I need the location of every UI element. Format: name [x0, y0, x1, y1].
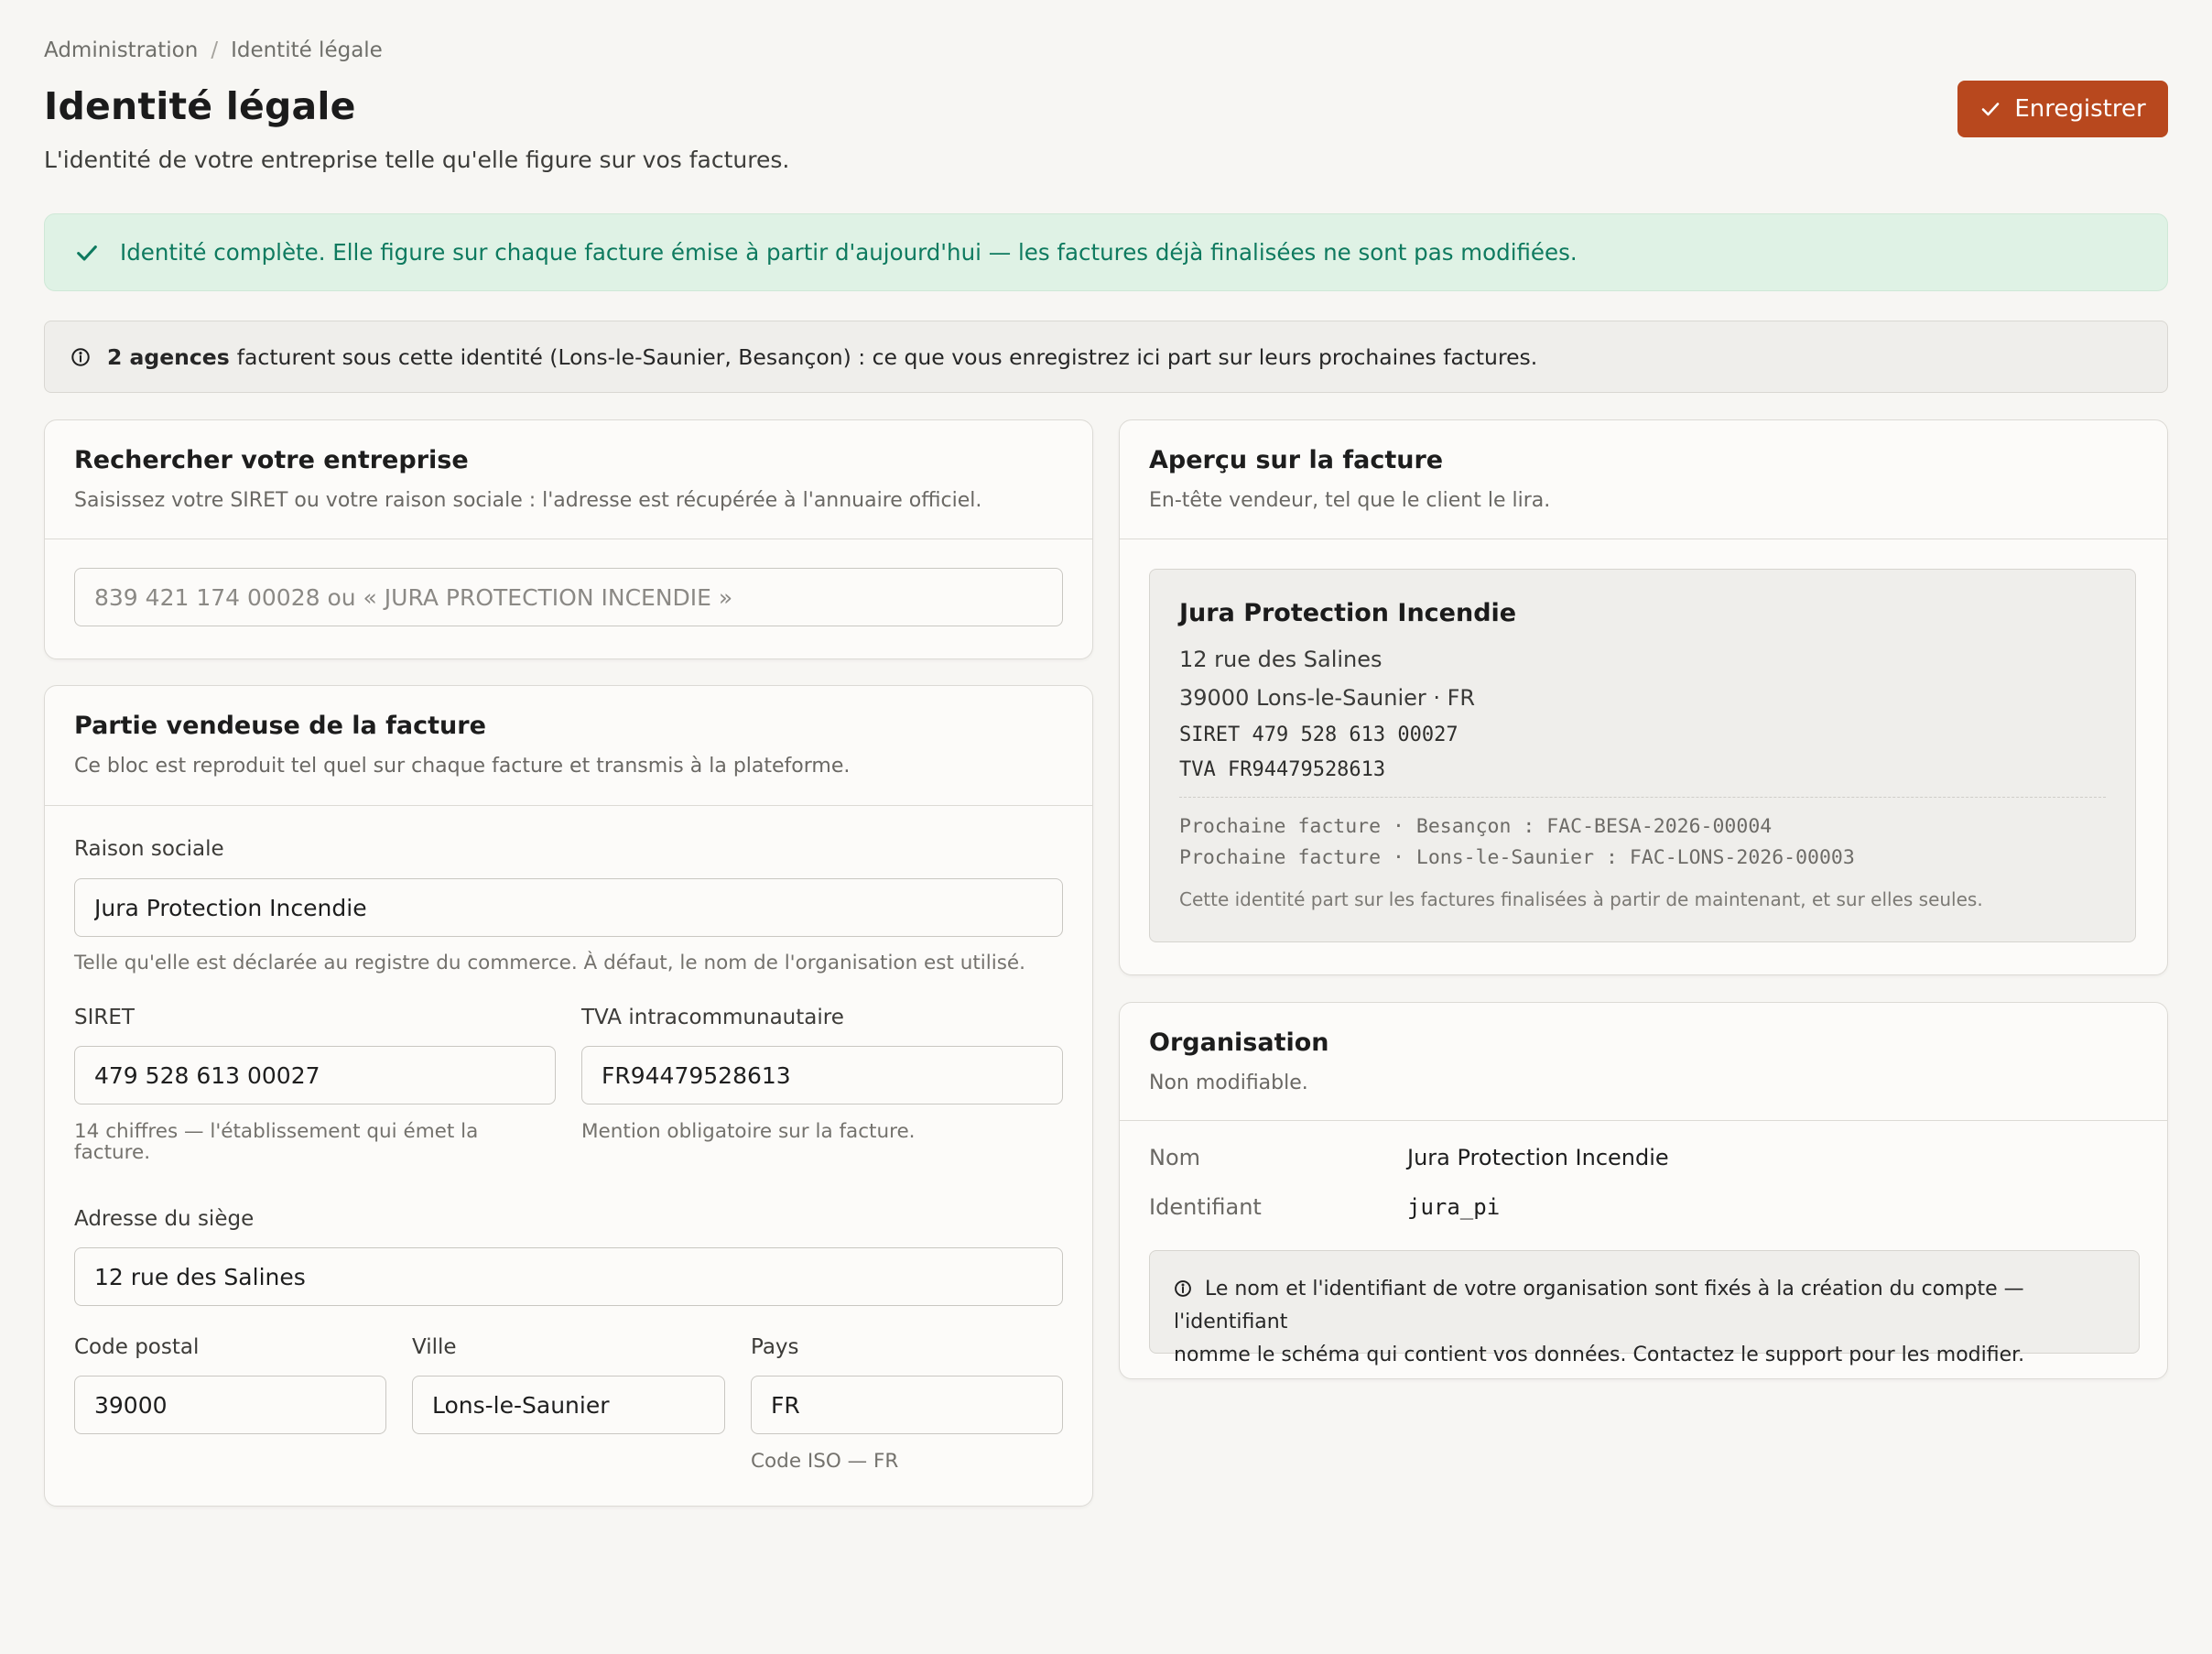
organisation-card-description: Non modifiable. — [1149, 1072, 1308, 1094]
breadcrumb-separator: / — [211, 38, 219, 62]
siret-hint-line-1: 14 chiffres — l'établissement qui émet la — [74, 1120, 479, 1143]
raison-sociale-input[interactable] — [74, 878, 1063, 937]
org-id-value: jura_pi — [1407, 1194, 1501, 1220]
info-circle-icon — [70, 347, 91, 367]
pays-input[interactable] — [751, 1376, 1063, 1434]
preview-card-description: En-tête vendeur, tel que le client le lira. — [1149, 489, 1551, 512]
search-company-card — [44, 419, 1093, 659]
preview-company-name: Jura Protection Incendie — [1179, 599, 1517, 627]
organisation-card — [1119, 1002, 2168, 1379]
code-postal-input[interactable] — [74, 1376, 386, 1434]
save-button-label: Enregistrer — [2014, 95, 2146, 123]
page-subtitle: L'identité de votre entreprise telle qu'elle figure sur vos factures. — [44, 147, 790, 173]
agencies-info-alert — [44, 321, 2168, 393]
organisation-info-line-2: nomme le schéma qui contient vos données. Contactez le support pour les modifier. — [1174, 1344, 2025, 1366]
agencies-info-text: facturent sous cette identité (Lons-le-Saunier, Besançon) : ce que vous enregistrez ici part sur leurs prochaines factures. — [236, 343, 1538, 370]
preview-next-invoice-lons: Prochaine facture · Lons-le-Saunier : FAC-LONS-2026-00003 — [1179, 846, 1855, 869]
search-card-title: Rechercher votre entreprise — [74, 446, 469, 474]
seller-party-card — [44, 685, 1093, 1507]
siret-input[interactable] — [74, 1046, 556, 1104]
preview-address-line-1: 12 rue des Salines — [1179, 647, 1382, 672]
success-alert — [44, 213, 2168, 291]
check-icon — [74, 240, 100, 266]
preview-address-line-2: 39000 Lons-le-Saunier · FR — [1179, 685, 1476, 711]
search-card-header — [45, 420, 1092, 539]
page-title: Identité légale — [44, 84, 356, 128]
tva-hint: Mention obligatoire sur la facture. — [581, 1120, 916, 1143]
siret-label: SIRET — [74, 1006, 135, 1029]
organisation-card-title: Organisation — [1149, 1028, 1329, 1057]
breadcrumb-administration-link[interactable]: Administration — [44, 38, 199, 62]
invoice-seller-header-preview — [1149, 569, 2136, 942]
raison-sociale-hint: Telle qu'elle est déclarée au registre du commerce. À défaut, le nom de l'organisation est utilisé. — [74, 952, 1025, 974]
siret-hint — [74, 1116, 556, 1169]
company-search-input[interactable] — [74, 568, 1063, 626]
info-circle-icon — [1174, 1279, 1192, 1298]
seller-card-title: Partie vendeuse de la facture — [74, 712, 486, 740]
org-name-label: Nom — [1149, 1145, 1201, 1170]
preview-tva: TVA FR94479528613 — [1179, 758, 1386, 781]
ville-input[interactable] — [412, 1376, 725, 1434]
pays-hint: Code ISO — FR — [751, 1450, 899, 1473]
breadcrumb-current: Identité légale — [231, 38, 383, 62]
seller-card-description: Ce bloc est reproduit tel quel sur chaque facture et transmis à la plateforme. — [74, 755, 851, 778]
preview-divider — [1179, 797, 2106, 798]
search-card-description: Saisissez votre SIRET ou votre raison sociale : l'adresse est récupérée à l'annuaire officiel. — [74, 489, 982, 512]
tva-label: TVA intracommunautaire — [581, 1006, 844, 1029]
preview-next-invoice-besancon: Prochaine facture · Besançon : FAC-BESA-2026-00004 — [1179, 815, 1773, 838]
breadcrumb — [44, 38, 383, 62]
invoice-preview-card — [1119, 419, 2168, 975]
check-icon — [1979, 98, 2001, 120]
save-button[interactable] — [1957, 81, 2168, 137]
adresse-label: Adresse du siège — [74, 1207, 255, 1231]
success-alert-text: Identité complète. Elle figure sur chaque facture émise à partir d'aujourd'hui — les factures déjà finalisées ne sont pas modifiées. — [120, 239, 1578, 266]
preview-note: Cette identité part sur les factures finalisées à partir de maintenant, et sur elles seules. — [1179, 888, 1983, 910]
organisation-info-line-1: Le nom et l'identifiant de votre organisation sont fixés à la création du compte — l'identifiant — [1174, 1278, 2024, 1333]
preview-card-header — [1120, 420, 2167, 539]
preview-siret: SIRET 479 528 613 00027 — [1179, 724, 1458, 746]
raison-sociale-label: Raison sociale — [74, 837, 224, 861]
organisation-info-note — [1149, 1250, 2140, 1366]
org-id-label: Identifiant — [1149, 1194, 1262, 1220]
preview-card-title: Aperçu sur la facture — [1149, 446, 1444, 474]
code-postal-label: Code postal — [74, 1335, 200, 1359]
tva-input[interactable] — [581, 1046, 1063, 1104]
siret-hint-line-2: facture. — [74, 1141, 151, 1164]
agencies-count: 2 agences — [107, 343, 230, 370]
seller-card-header — [45, 686, 1092, 806]
org-name-value: Jura Protection Incendie — [1407, 1145, 1669, 1170]
ville-label: Ville — [412, 1335, 457, 1359]
adresse-input[interactable] — [74, 1247, 1063, 1306]
organisation-card-header — [1120, 1003, 2167, 1121]
pays-label: Pays — [751, 1335, 799, 1359]
